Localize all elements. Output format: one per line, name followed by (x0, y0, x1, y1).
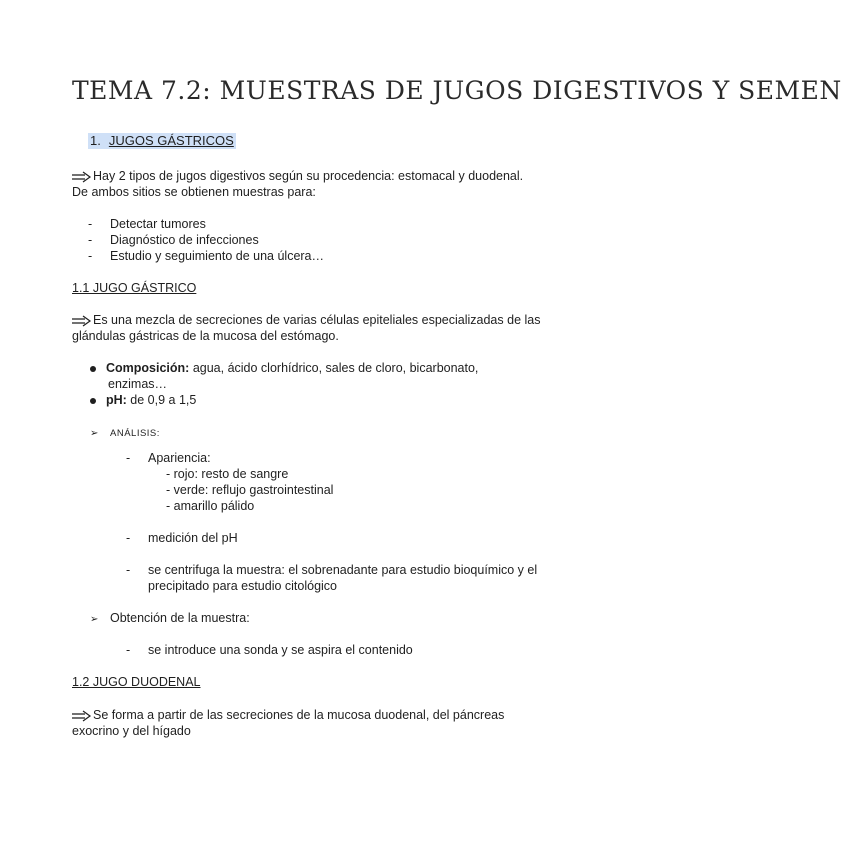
duodenal-description-line-1: Se forma a partir de las secreciones de la mucosa duodenal, del páncreas (72, 707, 504, 723)
list-item: - Detectar tumores (88, 217, 206, 231)
composicion-item: Composición: agua, ácido clorhídrico, sales de cloro, bicarbonato, (90, 360, 478, 376)
list-item: - Estudio y seguimiento de una úlcera… (88, 249, 325, 263)
subsection-heading-jugo-gastrico: 1.1 JUGO GÁSTRICO (72, 281, 197, 295)
list-item-continuation: precipitado para estudio citológico (148, 579, 338, 593)
intro-line-1: Hay 2 tipos de jugos digestivos según su procedencia: estomacal y duodenal. (72, 168, 523, 184)
color-item: - amarillo pálido (166, 499, 255, 513)
gastric-description-line-1: Es una mezcla de secreciones de varias células epiteliales especializadas de las (72, 312, 540, 328)
gastric-description-line-2: glándulas gástricas de la mucosa del estómago. (72, 329, 339, 343)
color-item: - rojo: resto de sangre (166, 467, 289, 481)
composicion-continuation: enzimas… (108, 377, 168, 391)
triangle-bullet-icon: ➢ (90, 428, 99, 439)
double-right-arrow-icon (72, 711, 91, 721)
section-number: 1. (90, 133, 101, 148)
page-title: TEMA 7.2: MUESTRAS DE JUGOS DIGESTIVOS Y SEMEN (72, 76, 842, 105)
section-heading-jugos-gastricos (88, 133, 236, 149)
analisis-heading: ➢ ANÁLISIS: (90, 424, 160, 442)
triangle-bullet-icon: ➢ (90, 614, 99, 625)
double-right-arrow-icon (72, 172, 91, 182)
duodenal-description-line-2: exocrino y del hígado (72, 724, 191, 738)
subsection-heading-jugo-duodenal: 1.2 JUGO DUODENAL (72, 675, 201, 689)
bullet-dot-icon (90, 366, 96, 372)
ph-item: pH: de 0,9 a 1,5 (90, 392, 196, 408)
list-item: - medición del pH (126, 531, 238, 545)
obtencion-heading: ➢ Obtención de la muestra: (90, 610, 250, 628)
list-item: - Diagnóstico de infecciones (88, 233, 259, 247)
list-item: - se introduce una sonda y se aspira el contenido (126, 643, 413, 657)
intro-line-2: De ambos sitios se obtienen muestras para: (72, 185, 316, 199)
double-right-arrow-icon (72, 316, 91, 326)
section-label: JUGOS GÁSTRICOS (108, 133, 234, 148)
color-item: - verde: reflujo gastrointestinal (166, 483, 334, 497)
bullet-dot-icon (90, 398, 96, 404)
list-item: - se centrifuga la muestra: el sobrenadante para estudio bioquímico y el (126, 563, 538, 577)
list-item: - Apariencia: (126, 451, 211, 465)
